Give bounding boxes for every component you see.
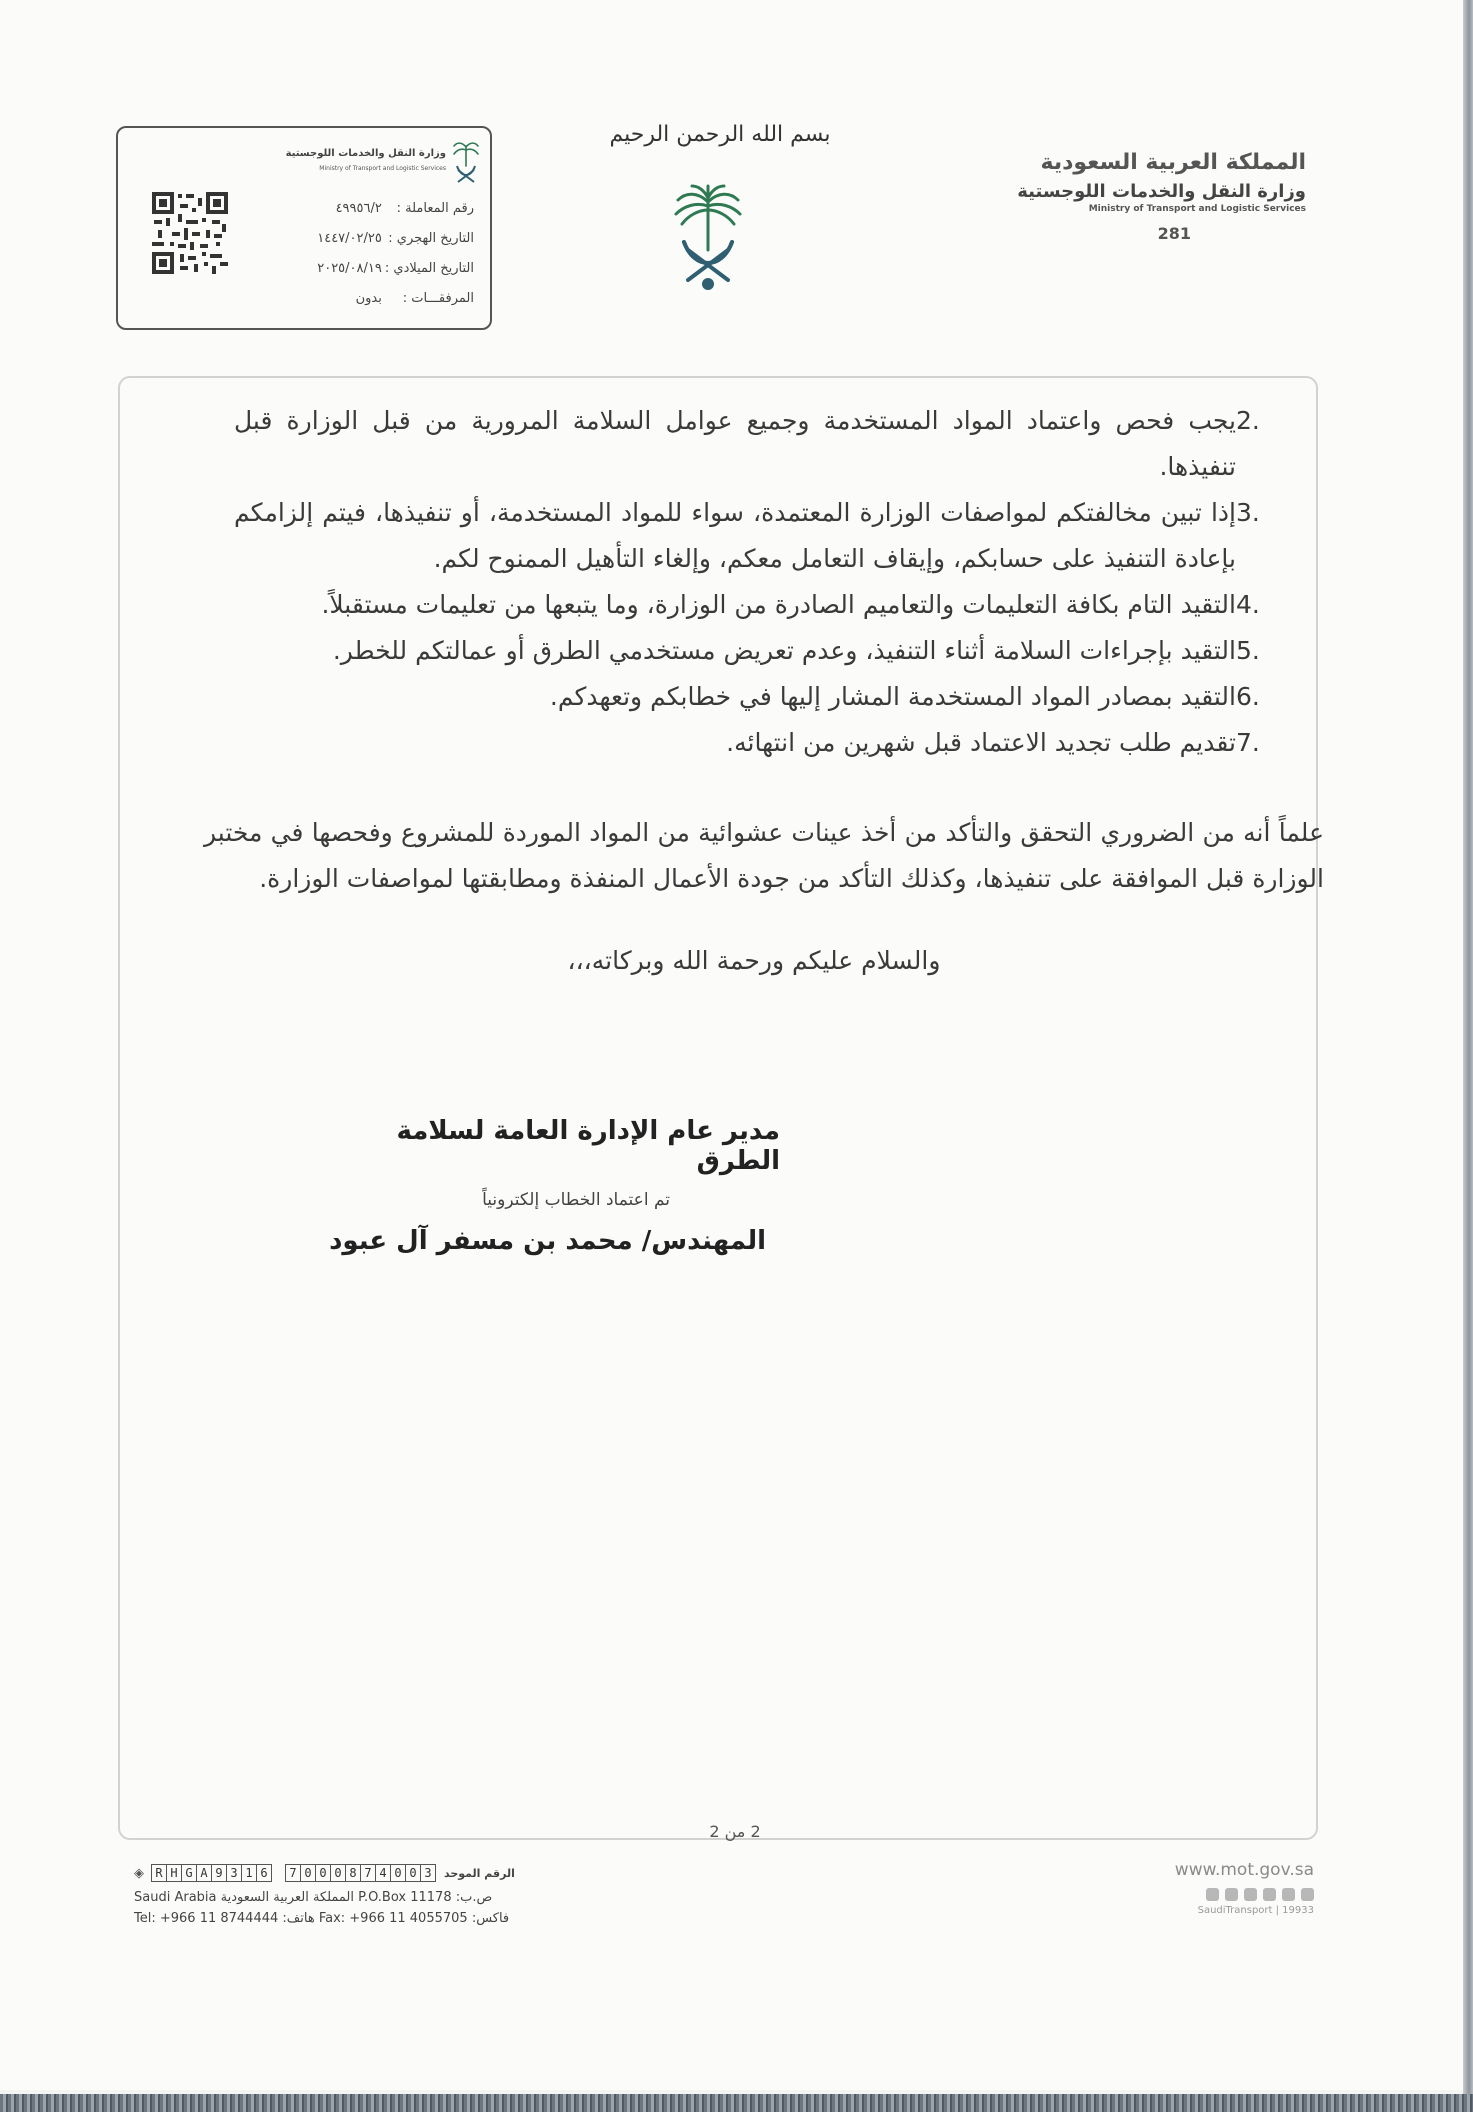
digit-box: H [166,1864,182,1882]
social-icon[interactable] [1282,1888,1295,1901]
digit-box: 6 [256,1864,272,1882]
social-icon[interactable] [1301,1888,1314,1901]
phone-fax: Tel: +966 11 8744444 :هاتف Fax: +966 11 4055705 :فاكس [134,1911,510,1926]
digit-box: 4 [375,1864,391,1882]
unified-number-row [134,1862,515,1884]
social-icons [1175,1888,1314,1901]
reference-row-hijri-date [317,224,474,254]
ministry-name-ar: وزارة النقل والخدمات اللوجستية [1017,181,1306,202]
digit-box: G [181,1864,197,1882]
field-value: ١٤٤٧/٠٢/٢٥ [317,231,382,246]
list-item [234,582,1274,628]
location-pin-icon: ◈ [134,1865,144,1881]
field-label: رقم المعاملة : [396,201,474,216]
digit-box: 0 [330,1864,346,1882]
item-text: التقيد بمصادر المواد المستخدمة المشار إليها في خطابكم وتعهدكم. [549,682,1236,711]
saudi-emblem-icon [668,180,748,300]
letter-number: 281 [1157,224,1191,243]
sampling-note: علماً أنه من الضروري التحقق والتأكد من أخذ عينات عشوائية من المواد الموردة للمشروع وفحصها في مختبر الوزارة قبل الموافقة على تنفيذها، وكذلك التأكد من جودة الأعمال المنفذة ومطابقتها لمواصفات الوزارة. [204,818,1324,893]
list-item [234,628,1274,674]
item-number: 2. [1236,406,1260,435]
item-number: 7. [1236,728,1260,757]
reference-ministry-en: Ministry of Transport and Logistic Services [319,165,446,172]
digit-box: 0 [390,1864,406,1882]
closing-greeting: والسلام عليكم ورحمة الله وبركاته،،، [567,946,941,975]
digit-box: 9 [211,1864,227,1882]
list-item [234,720,1274,766]
unified-number-label: الرقم الموحد [444,1866,515,1880]
list-item [234,490,1274,582]
item-text: التقيد بإجراءات السلامة أثناء التنفيذ، وعدم تعريض مستخدمي الطرق أو عمالتكم للخطر. [332,636,1236,665]
qr-code-icon [150,190,230,276]
item-number: 3. [1236,498,1260,527]
social-handle: SaudiTransport | 19933 [1197,1905,1314,1916]
item-text: إذا تبين مخالفتكم لمواصفات الوزارة المعتمدة، سواء للمواد المستخدمة، أو تنفيذها، فيتم إلزامكم بإعادة التنفيذ على حسابكم، وإيقاف التعامل معكم، وإلغاء التأهيل الممنوح لكم. [234,498,1236,573]
digit-box: 3 [420,1864,436,1882]
scan-edge-right [1463,0,1473,2112]
field-label: المرفقـــات : [402,291,474,306]
reference-box [116,126,492,330]
footer-contact [134,1862,515,1926]
field-value: ٢٠٢٥/٠٨/١٩ [317,261,382,276]
digit-box: A [196,1864,212,1882]
item-text: التقيد التام بكافة التعليمات والتعاميم الصادرة من الوزارة، وما يتبعها من تعليمات مستقبلاً. [321,590,1236,619]
digit-box: 7 [360,1864,376,1882]
reference-row-attachments [317,284,474,314]
unified-number-boxes [286,1864,436,1882]
reference-fields [317,194,474,314]
item-number: 6. [1236,682,1260,711]
item-number: 4. [1236,590,1260,619]
national-address-code [152,1864,272,1882]
electronic-approval-note: تم اعتماد الخطاب إلكترونياً [482,1190,670,1210]
social-icon[interactable] [1263,1888,1276,1901]
field-value: ٤٩٩٥٦/٢ [335,201,382,216]
kingdom-name: المملكة العربية السعودية [1040,150,1306,175]
scan-edge-bottom [0,2094,1473,2112]
field-value: بدون [355,291,382,306]
footer-web [1175,1860,1314,1916]
letter-body [204,398,1324,975]
reference-ministry-ar: وزارة النقل والخدمات اللوجستية [285,148,446,159]
digit-box: 1 [241,1864,257,1882]
item-text: يجب فحص واعتماد المواد المستخدمة وجميع عوامل السلامة المرورية من قبل الوزارة قبل تنفيذها. [234,406,1236,481]
ministry-name-en: Ministry of Transport and Logistic Services [1088,204,1306,214]
digit-box: 8 [345,1864,361,1882]
signatory-name: المهندس/ محمد بن مسفر آل عبود [329,1226,766,1256]
field-label: التاريخ الهجري : [388,231,474,246]
digit-box: 0 [300,1864,316,1882]
field-label: التاريخ الميلادي : [384,261,474,276]
signature-block [320,1116,780,1256]
government-header [986,150,1306,243]
page-number: 2 من 2 [709,1822,761,1841]
ministry-logo-icon [452,138,480,188]
item-text: تقديم طلب تجديد الاعتماد قبل شهرين من انتهائه. [726,728,1236,757]
digit-box: 0 [315,1864,331,1882]
signatory-title: مدير عام الإدارة العامة لسلامة الطرق [396,1116,780,1176]
digit-box: R [151,1864,167,1882]
social-icon[interactable] [1225,1888,1238,1901]
basmala: بسم الله الرحمن الرحيم [609,122,831,147]
digit-box: 3 [226,1864,242,1882]
social-icon[interactable] [1244,1888,1257,1901]
digit-box: 0 [405,1864,421,1882]
item-number: 5. [1236,636,1260,665]
reference-row-transaction [317,194,474,224]
list-item [234,674,1274,720]
reference-row-gregorian-date [317,254,474,284]
website-link[interactable]: www.mot.gov.sa [1174,1860,1314,1880]
list-item [234,398,1274,490]
digit-box: 7 [285,1864,301,1882]
social-icon[interactable] [1206,1888,1219,1901]
postal-address: Saudi Arabia المملكة العربية السعودية P.O.Box 11178 :ص.ب [134,1890,493,1905]
